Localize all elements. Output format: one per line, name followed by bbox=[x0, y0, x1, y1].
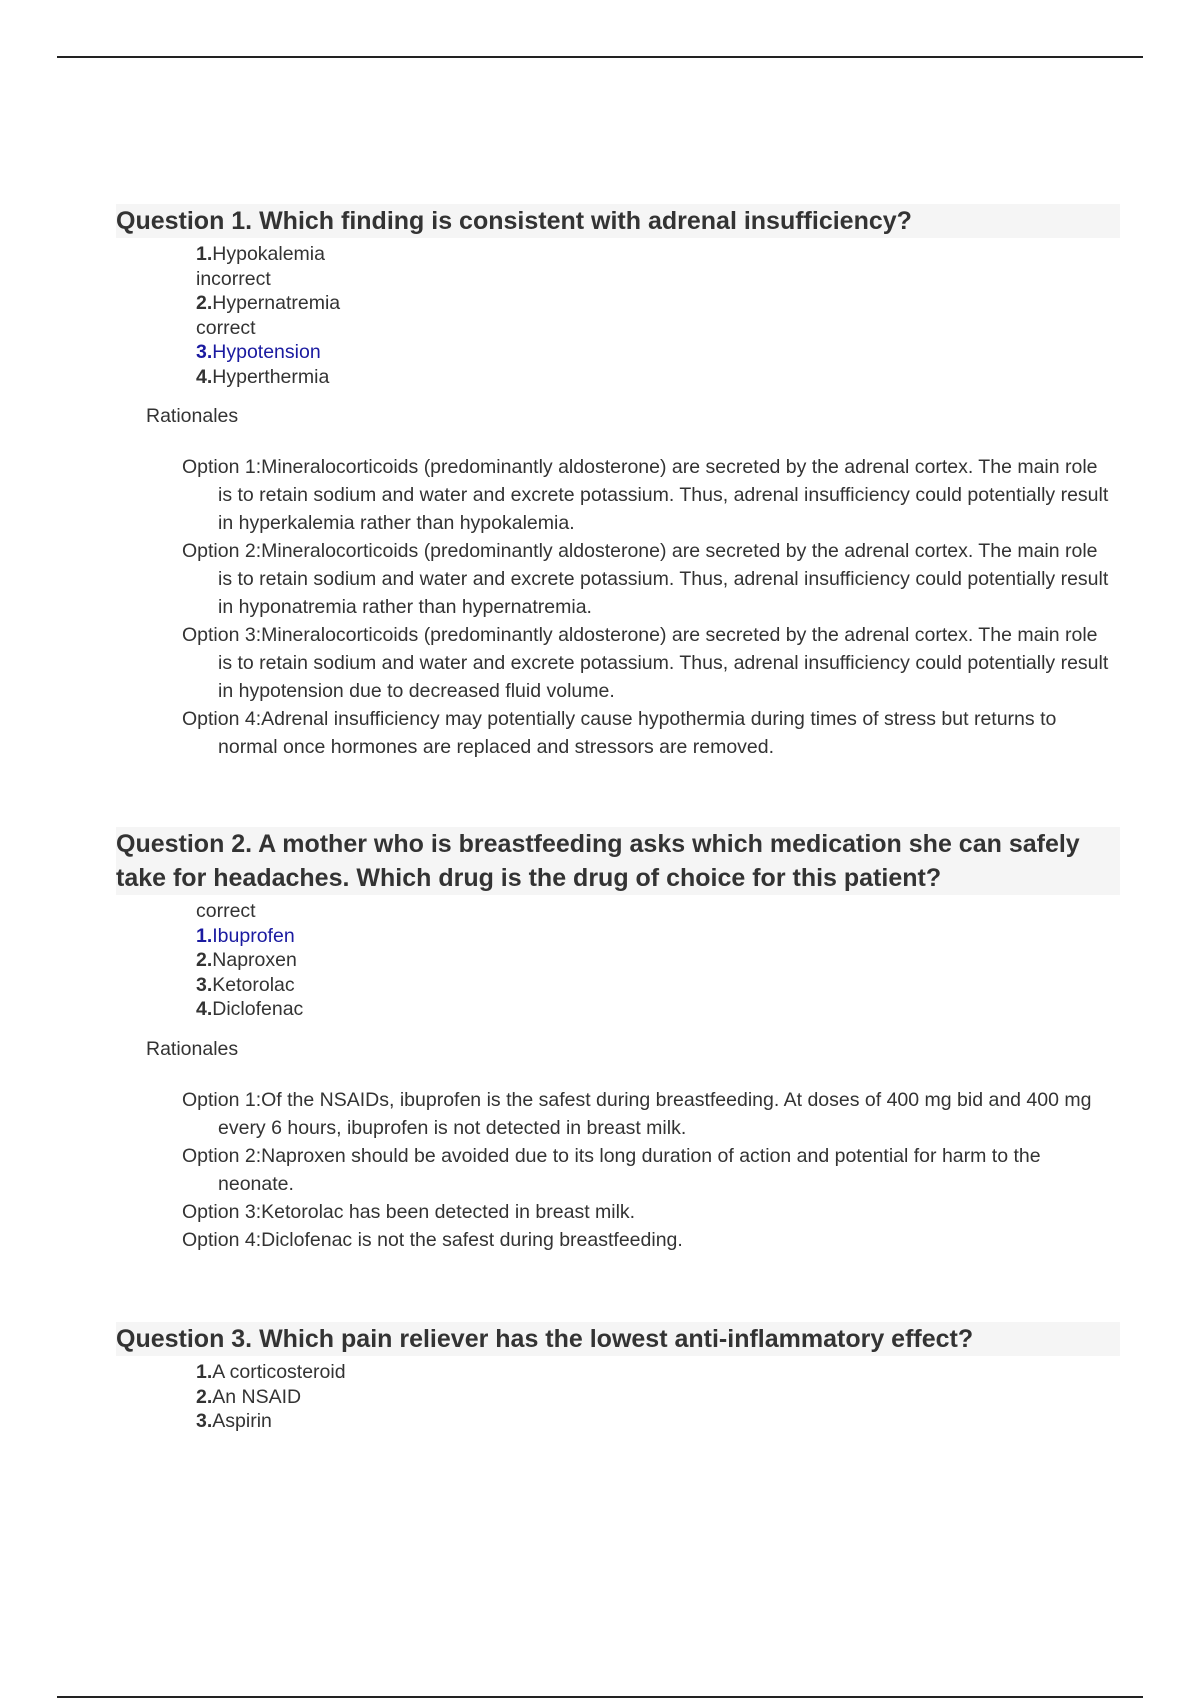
option-text: A corticosteroid bbox=[212, 1361, 346, 1383]
option-number: 4. bbox=[196, 998, 213, 1020]
rationale-item: Option 2:Naproxen should be avoided due to its long duration of action and potential for harm to the neonate. bbox=[182, 1144, 1041, 1195]
question-1 bbox=[116, 204, 1120, 761]
option-number: 2. bbox=[196, 949, 213, 971]
answer-option bbox=[196, 1385, 1120, 1410]
answer-option bbox=[196, 948, 1120, 973]
option-text: Naproxen bbox=[212, 949, 297, 971]
option-number: 2. bbox=[196, 1385, 213, 1408]
question-heading bbox=[116, 1322, 1120, 1356]
rationale-item: Option 3:Ketorolac has been detected in breast milk. bbox=[182, 1200, 636, 1223]
option-text: Hypotension bbox=[212, 341, 321, 363]
question-3 bbox=[116, 1322, 1120, 1434]
option-list bbox=[196, 242, 1120, 389]
option-number: 3. bbox=[196, 1410, 213, 1432]
answer-option bbox=[196, 924, 1120, 949]
rationale-item: Option 3:Mineralocorticoids (predominantly aldosterone) are secreted by the adrenal cortex. The main role is to retain sodium and water and excrete potassium. Thus, adrenal insufficiency could potentially result in hypotension due to decreased fluid volume. bbox=[182, 624, 1109, 702]
option-text: Diclofenac bbox=[212, 998, 304, 1020]
option-number: 3. bbox=[196, 973, 213, 996]
rationale-item: Option 2:Mineralocorticoids (predominantly aldosterone) are secreted by the adrenal cortex. The main role is to retain sodium and water and excrete potassium. Thus, adrenal insufficiency could potentially result in hyponatremia rather than hypernatremia. bbox=[182, 540, 1109, 618]
rationale-item: Option 1:Mineralocorticoids (predominantly aldosterone) are secreted by the adrenal cortex. The main role is to retain sodium and water and excrete potassium. Thus, adrenal insufficiency could potentially result in hyperkalemia rather than hypokalemia. bbox=[182, 456, 1109, 534]
answer-option bbox=[196, 340, 1120, 365]
option-list bbox=[196, 899, 1120, 1022]
rationales-title: Rationales bbox=[146, 405, 239, 427]
question-label: Question 2. bbox=[116, 830, 253, 858]
option-number: 1. bbox=[196, 924, 213, 947]
rationale-item: Option 1:Of the NSAIDs, ibuprofen is the safest during breastfeeding. At doses of 400 mg bid and 400 mg every 6 hours, ibuprofen is not detected in breast milk. bbox=[182, 1088, 1092, 1139]
answer-status: correct bbox=[196, 900, 256, 922]
answer-option bbox=[196, 1409, 1120, 1434]
rationales-title: Rationales bbox=[146, 1037, 239, 1060]
option-number: 1. bbox=[196, 243, 213, 265]
option-number: 3. bbox=[196, 341, 213, 363]
option-text: Ketorolac bbox=[212, 973, 295, 996]
option-text: Hyperthermia bbox=[212, 365, 330, 388]
option-list bbox=[196, 1360, 1120, 1434]
question-text: A mother who is breastfeeding asks which medication she can safely take for headaches. Which drug is the drug of choice for this patient? bbox=[116, 830, 1080, 892]
option-number: 1. bbox=[196, 1361, 213, 1383]
question-label: Question 3. bbox=[116, 1325, 253, 1353]
option-number: 4. bbox=[196, 365, 213, 388]
answer-option bbox=[196, 973, 1120, 998]
question-label: Question 1. bbox=[116, 207, 253, 235]
rationale-list bbox=[182, 1086, 1112, 1254]
option-text: Aspirin bbox=[212, 1410, 272, 1432]
header-rule bbox=[57, 56, 1143, 58]
answer-option bbox=[196, 1360, 1120, 1385]
option-text: Hypernatremia bbox=[212, 292, 341, 314]
answer-option bbox=[196, 997, 1120, 1022]
question-2 bbox=[116, 827, 1120, 1254]
question-text: Which finding is consistent with adrenal insufficiency? bbox=[252, 207, 912, 235]
answer-option bbox=[196, 242, 1120, 267]
question-heading bbox=[116, 827, 1120, 895]
answer-option bbox=[196, 365, 1120, 390]
rationale-item: Option 4:Diclofenac is not the safest during breastfeeding. bbox=[182, 1228, 683, 1251]
option-text: Hypokalemia bbox=[212, 243, 325, 265]
answer-status: correct bbox=[196, 316, 256, 339]
question-heading bbox=[116, 204, 1120, 238]
rationale-list bbox=[182, 453, 1112, 761]
question-text: Which pain reliever has the lowest anti-inflammatory effect? bbox=[252, 1325, 974, 1353]
footer-rule bbox=[57, 1696, 1143, 1698]
option-text: Ibuprofen bbox=[212, 924, 295, 947]
answer-status: incorrect bbox=[196, 267, 271, 290]
option-number: 2. bbox=[196, 292, 213, 314]
option-text: An NSAID bbox=[212, 1385, 302, 1408]
rationale-item: Option 4:Adrenal insufficiency may potentially cause hypothermia during times of stress but returns to normal once hormones are replaced and stressors are removed. bbox=[182, 708, 1057, 758]
answer-option bbox=[196, 291, 1120, 316]
